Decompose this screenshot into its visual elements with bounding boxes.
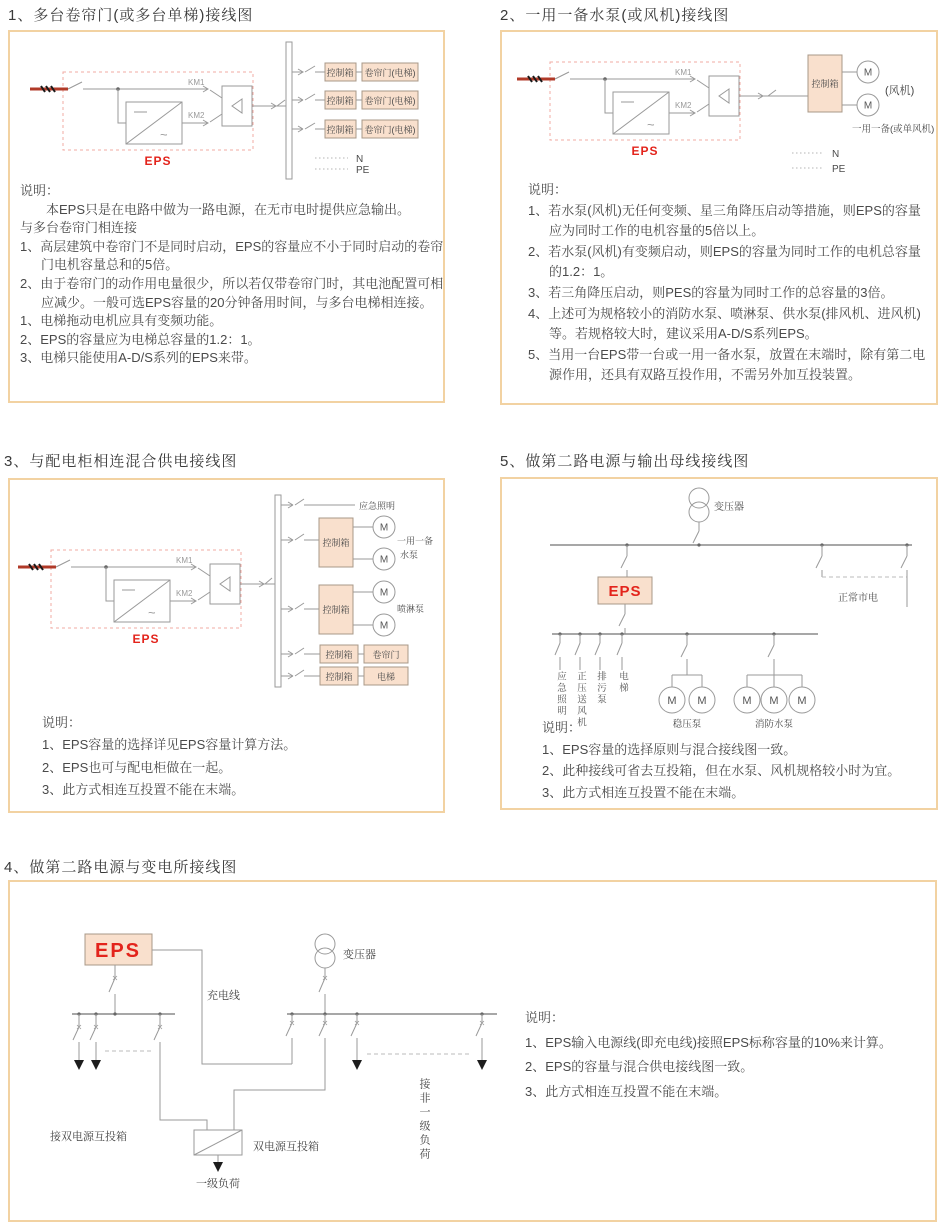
inverter-icon: [613, 92, 669, 134]
svg-text:电梯: 电梯: [376, 672, 396, 682]
output-branch: [281, 645, 408, 663]
transformer-label: 变压器: [714, 502, 744, 513]
fan-label: (风机): [885, 85, 915, 97]
note-line: 3、此方式相连互投置不能在末端。: [42, 782, 245, 798]
note-line: 2、由于卷帘门的动作用电量很少，所以若仅带卷帘门时，其电池配置可相应减少。一般可选EPS容量的20分钟备用时间，与多台电梯相连接。: [20, 275, 444, 310]
emergency-lighting-label: 应急照明: [359, 501, 396, 511]
water-pump-label: 水泵: [400, 550, 419, 560]
eps-label: EPS: [144, 154, 172, 168]
diagram-mixed-supply: [10, 480, 447, 705]
output-branch: [281, 581, 424, 636]
motor-icon: [689, 687, 715, 713]
eps-module: [517, 62, 763, 158]
branch-label-pressure-fan: 正压送风机: [575, 671, 586, 729]
eps-label: EPS: [608, 583, 642, 600]
motor-icon: [761, 687, 787, 713]
note-line: 1、EPS输入电源线(即充电线)接照EPS标称容量的10%来计算。: [525, 1034, 892, 1050]
eps-label: EPS: [132, 632, 160, 646]
notes-heading: 说明：: [20, 183, 60, 198]
svg-text:卷帘门: 卷帘门: [372, 650, 400, 660]
section-5-title: 5、做第二路电源与输出母线接线图: [500, 453, 750, 470]
output-branch: [281, 667, 408, 685]
motor-icon: [373, 614, 395, 636]
motor-icon: [789, 687, 815, 713]
motor-icon: [857, 94, 879, 116]
km2-label: KM2: [176, 589, 193, 598]
svg-text:~: ~: [647, 117, 655, 132]
motor-icon: [659, 687, 685, 713]
inverter-icon: [126, 102, 182, 144]
note-line: 1、电梯拖动电机应具有变频功能。: [20, 313, 223, 329]
panel-section-3: [8, 478, 445, 813]
n-label: N: [356, 154, 364, 165]
svg-text:卷帘门(电梯): 卷帘门(电梯): [364, 68, 416, 78]
note-line: 1、若水泵(风机)无任何变频、星三角降压启动等措施，则EPS的容量应为同时工作的电机容量的5倍以上。: [528, 202, 921, 239]
km2-label: KM2: [675, 101, 692, 110]
duty-standby-label: 一用一备: [397, 536, 434, 546]
notes-section-5: [542, 717, 934, 803]
diagram-multi-roller-door: [10, 32, 447, 182]
note-line: 3、此方式相连互投置不能在末端。: [525, 1083, 728, 1099]
svg-text:M: M: [379, 587, 389, 599]
fire-pump-label: 消防水泵: [754, 719, 794, 730]
normal-mains-label: 正常市电: [838, 593, 878, 604]
section-2-title: 2、一用一备水泵(或风机)接线图: [500, 7, 730, 24]
svg-text:M: M: [769, 695, 779, 707]
svg-text:M: M: [797, 695, 807, 707]
note-line: 5、当用一台EPS带一台或一用一备水泵，放置在末端时，除有第二电源作用，还具有双路互投作用，不需另外加互投装置。: [528, 346, 926, 383]
motor-icon: [373, 516, 395, 538]
diagram-duty-standby-pump: [502, 32, 940, 182]
mains-input-icon: [517, 76, 555, 82]
note-line: 1、高层建筑中卷帘门不是同时启动，EPS的容量应不小于同时启动的卷帘门电机容量总和的5倍。: [20, 238, 444, 273]
transformer-icon: [315, 934, 335, 968]
notes-heading: 说明：: [525, 1010, 565, 1025]
stabilize-pump-label: 稳压泵: [672, 719, 702, 730]
notes-section-2: [528, 180, 930, 386]
wiring-lines: [276, 100, 286, 106]
contactor-icon: [210, 86, 252, 126]
note-line: 1、EPS容量的选择原则与混合接线图一致。: [542, 741, 797, 757]
motor-icon: [857, 61, 879, 83]
svg-text:M: M: [697, 695, 707, 707]
motor-icon: [373, 581, 395, 603]
transformer-icon: [689, 488, 709, 522]
pe-label: PE: [356, 165, 370, 176]
note-line: 3、此方式相连互投置不能在末端。: [542, 784, 745, 800]
output-branch: [281, 499, 395, 511]
diagram-second-source-busbar: [502, 479, 940, 741]
svg-text:卷帘门(电梯): 卷帘门(电梯): [364, 96, 416, 106]
note-line: 2、EPS的容量应为电梯总容量的1.2：1。: [20, 331, 261, 347]
notes-section-4: [525, 1006, 939, 1104]
backup-label: 一用一备(或单风机): [852, 124, 935, 135]
mains-input-icon: [30, 86, 68, 92]
motor-icon: [734, 687, 760, 713]
section-3-title: 3、与配电柜相连混合供电接线图: [4, 453, 238, 470]
svg-text:M: M: [379, 522, 389, 534]
panel-section-4: [8, 880, 937, 1222]
transformer-label: 变压器: [343, 949, 376, 961]
panel-section-1: [8, 30, 445, 403]
note-line: 1、EPS容量的选择详见EPS容量计算方法。: [42, 737, 297, 753]
note-line: 3、电梯只能使用A-D/S系列的EPS来带。: [20, 350, 257, 366]
eps-module: [30, 72, 276, 168]
n-pe-legend: [792, 149, 846, 175]
output-branch: [292, 63, 418, 81]
section-4-title: 4、做第二路电源与变电所接线图: [4, 859, 238, 876]
note-line: 2、若水泵(风机)有变频启动，则EPS的容量为同时工作的电机总容量的1.2：1。: [528, 243, 921, 280]
km1-label: KM1: [188, 78, 205, 87]
svg-text:控制箱: 控制箱: [325, 650, 353, 660]
svg-text:M: M: [667, 695, 677, 707]
svg-text:卷帘门(电梯): 卷帘门(电梯): [364, 125, 416, 135]
eps-label: EPS: [631, 144, 659, 158]
eps-module: [18, 550, 264, 646]
motor-icon: [373, 548, 395, 570]
svg-text:~: ~: [160, 127, 168, 142]
svg-text:控制箱: 控制箱: [322, 538, 350, 548]
panel-section-2: [500, 30, 938, 405]
km2-label: KM2: [188, 111, 205, 120]
km1-label: KM1: [675, 68, 692, 77]
busbar: [275, 495, 281, 687]
notes-heading: 说明：: [42, 715, 82, 730]
notes-section-1: [20, 182, 444, 368]
svg-text:M: M: [379, 554, 389, 566]
svg-text:~: ~: [148, 605, 156, 620]
to-dual-box-label: 接双电源互投箱: [50, 1131, 127, 1143]
svg-text:控制箱: 控制箱: [326, 125, 354, 135]
notes-section-3: [42, 712, 434, 802]
note-line: 2、EPS的容量与混合供电接线图一致。: [525, 1059, 754, 1075]
n-label: N: [832, 149, 840, 160]
note-line: 2、EPS也可与配电柜做在一起。: [42, 759, 232, 775]
branch-label-sewage-pump: 排污泵: [595, 671, 606, 706]
contactor-icon: [198, 564, 240, 604]
contactor-icon: [697, 76, 739, 116]
primary-load-label: 一级负荷: [196, 1178, 240, 1190]
svg-text:控制箱: 控制箱: [322, 605, 350, 615]
section-1-title: 1、多台卷帘门(或多台单梯)接线图: [8, 7, 254, 24]
charge-line-label: 充电线: [207, 990, 240, 1002]
note-line: 2、此种接线可省去互投箱，但在水泵、风机规格较小时为宜。: [542, 763, 901, 778]
panel-section-5: [500, 477, 938, 810]
svg-text:控制箱: 控制箱: [325, 672, 353, 682]
branch-label-emergency-lighting: 应急照明: [555, 671, 566, 717]
eps-label: EPS: [94, 940, 142, 962]
dual-box-label: 双电源互投箱: [253, 1141, 319, 1153]
branch-label-elevator: 电梯: [617, 671, 628, 694]
output-branch: [281, 516, 433, 570]
busbar: [286, 42, 292, 179]
svg-text:M: M: [742, 695, 752, 707]
svg-text:控制箱: 控制箱: [326, 68, 354, 78]
non-primary-load-label: 接非一级负荷: [418, 1078, 430, 1162]
notes-heading: 说明：: [528, 182, 568, 197]
svg-text:M: M: [863, 100, 873, 112]
note-line: 3、若三角降压启动，则PES的容量为同时工作的总容量的3倍。: [528, 284, 894, 300]
note-line: 与多台卷帘门相连接: [20, 220, 138, 236]
spray-pump-label: 喷淋泵: [397, 604, 425, 614]
dual-transfer-box-icon: [194, 1130, 242, 1155]
mains-input-icon: [18, 564, 56, 570]
output-branch: [292, 120, 418, 138]
note-line: 本EPS只是在电路中做为一路电源，在无市电时提供应急输出。: [46, 201, 411, 217]
output-branch: [292, 91, 418, 109]
inverter-icon: [114, 580, 170, 622]
svg-text:控制箱: 控制箱: [326, 96, 354, 106]
note-line: 4、上述可为规格较小的消防水泵、喷淋泵、供水泵(排风机、进风机)等。若规格较大时，建议采用A-D/S系列EPS。: [528, 305, 921, 342]
wiring-lines: [72, 950, 497, 1162]
svg-text:M: M: [863, 67, 873, 79]
notes-heading: 说明：: [542, 720, 582, 735]
svg-text:M: M: [379, 620, 389, 632]
pe-label: PE: [832, 164, 846, 175]
n-pe-legend: [315, 154, 370, 176]
svg-text:控制箱: 控制箱: [811, 79, 839, 89]
km1-label: KM1: [176, 556, 193, 565]
wiring-lines: [264, 578, 275, 584]
